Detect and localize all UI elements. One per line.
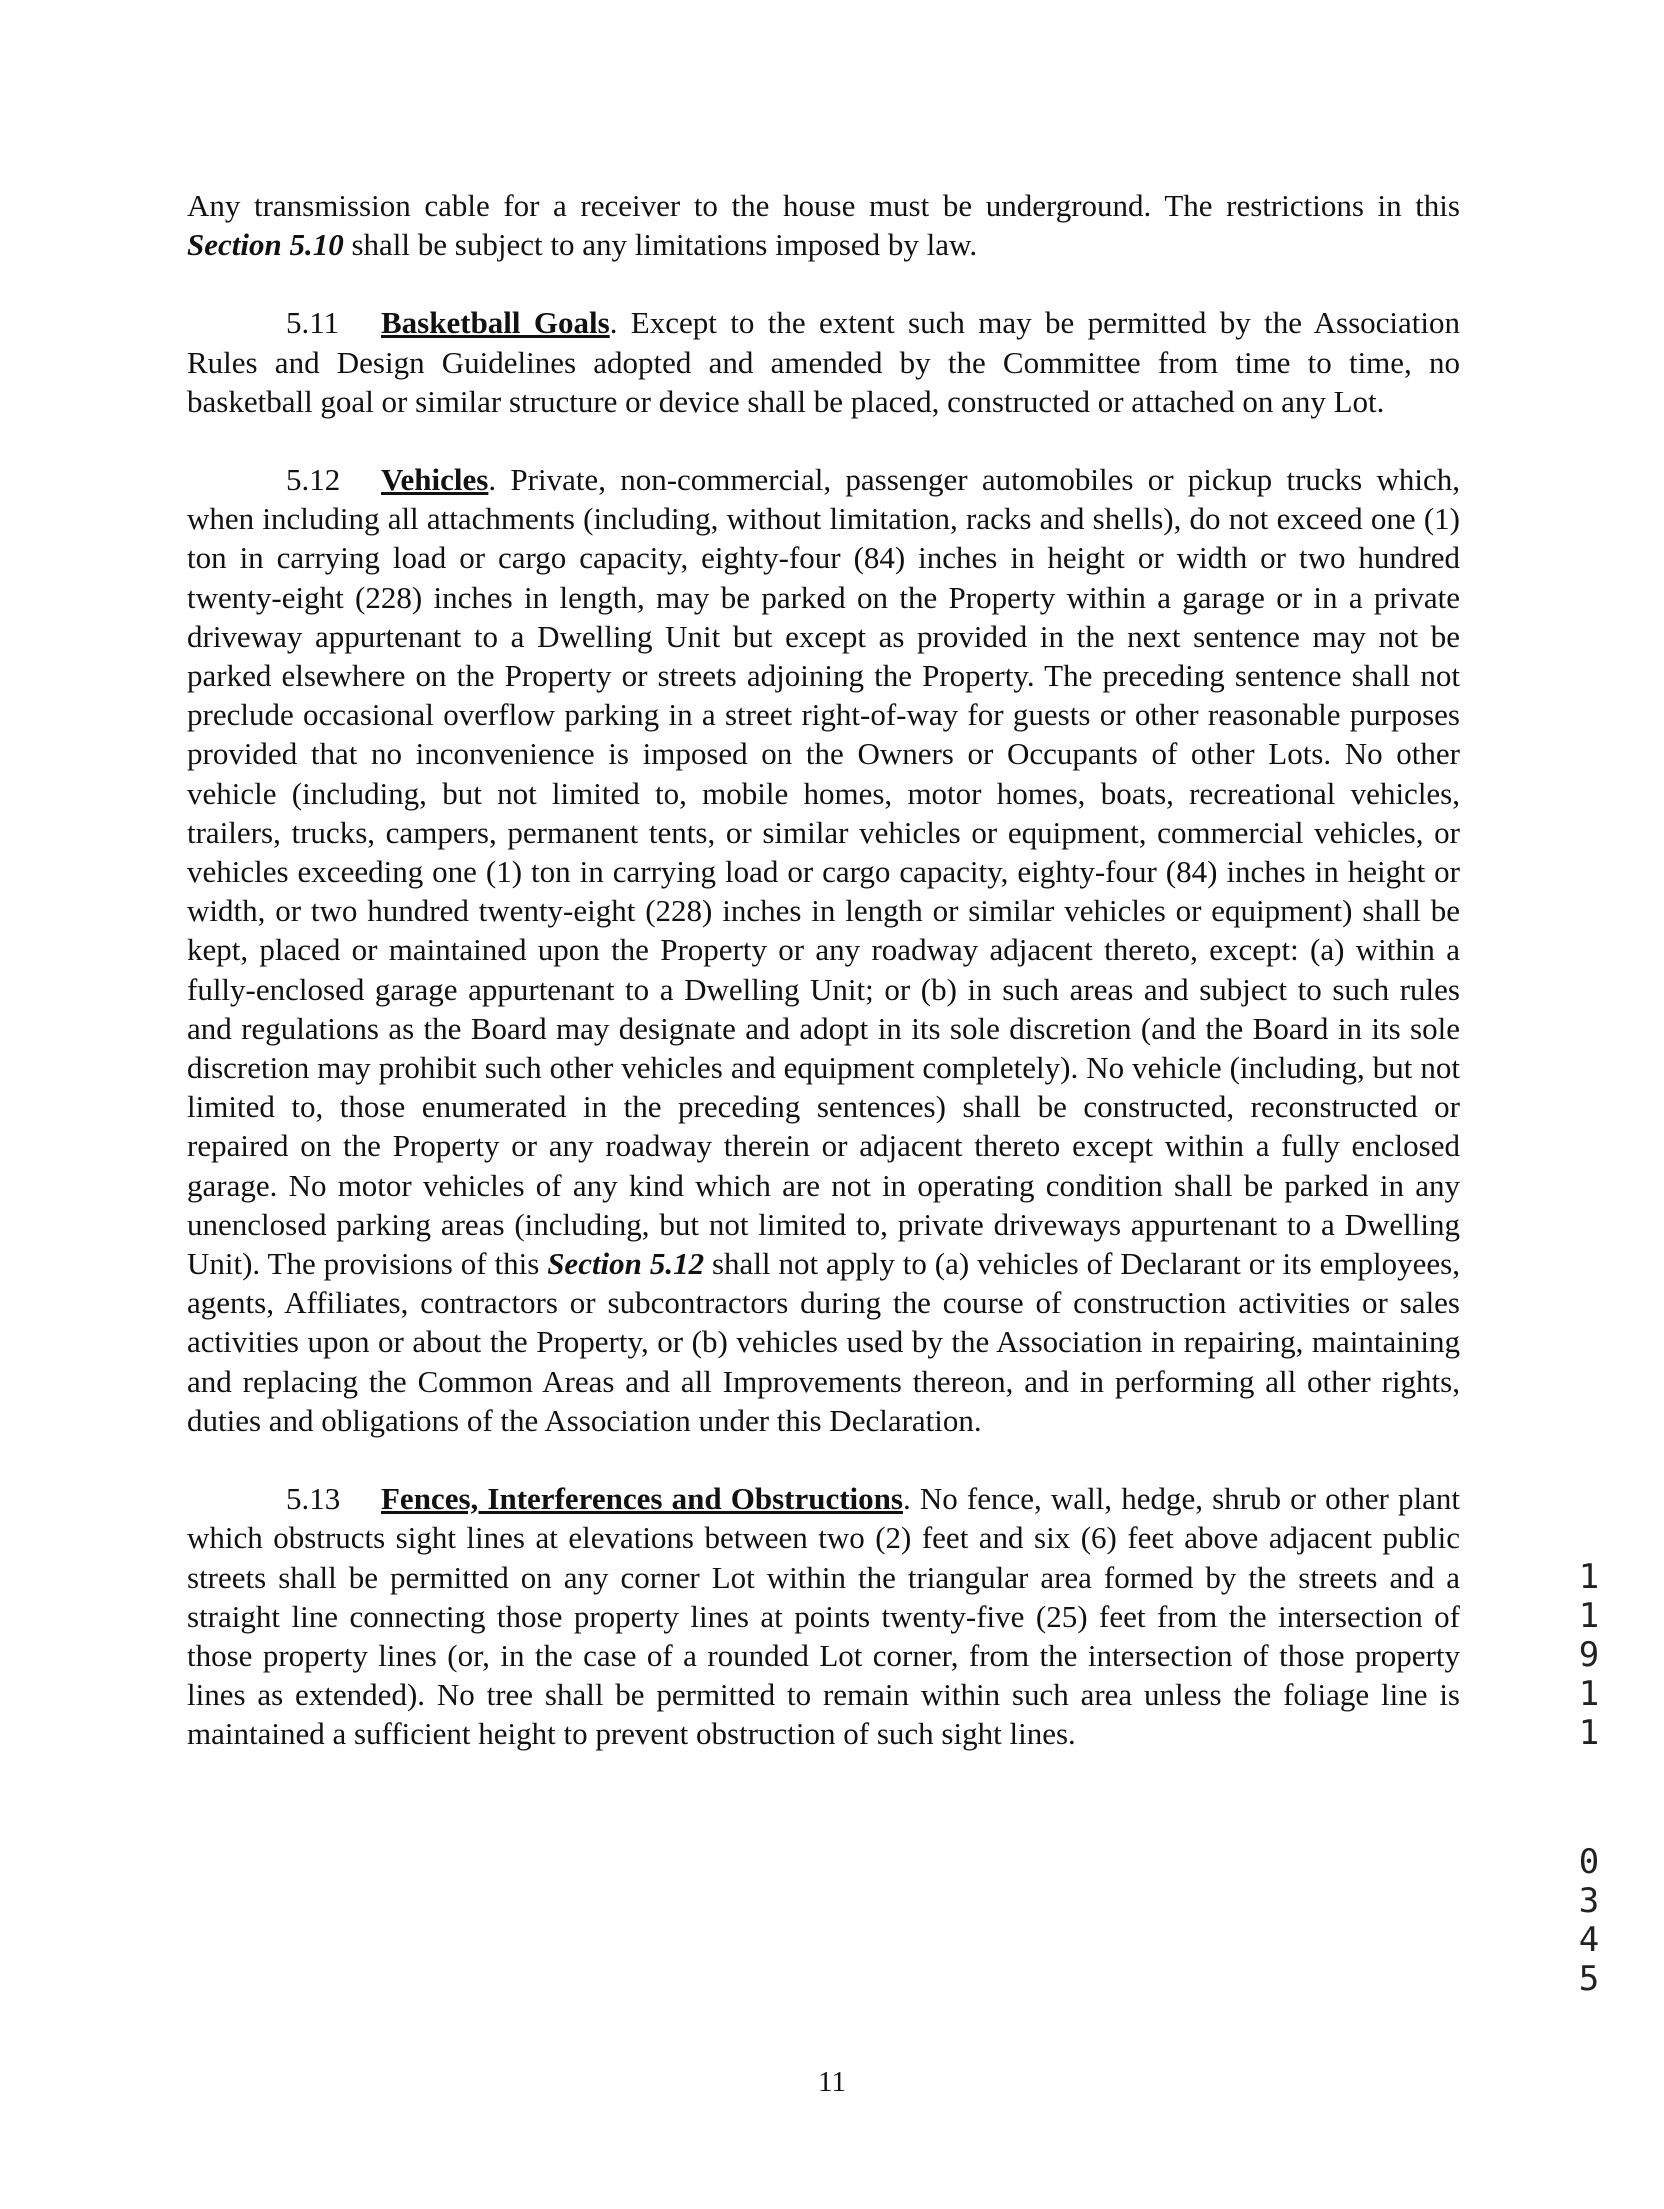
body-text [187,186,1460,1754]
stamp-digit: 0 [1578,1842,1600,1882]
section-5-11 [187,303,1460,421]
stamp-digit: 5 [1578,1959,1600,1999]
stamp-digit: 3 [1578,1881,1600,1921]
section-reference-5-12: Section 5.12 [547,1246,705,1282]
page-number: 11 [818,2066,846,2098]
section-5-13 [187,1479,1460,1753]
section-body: . No fence, wall, hedge, shrub or other plant which obstructs sight lines at elevations between two (2) feet and six (6) feet above adjacent public streets shall be permitted on any corner Lot within the triangular area formed by the streets and a straight line connecting those property lines at points twenty-five (25) feet from the intersection of those property lines (or, in the case of a rounded Lot corner, from the intersection of those property lines as extended). No tree shall be permitted to remain within such area unless the foliage line is maintained a sufficient height to prevent obstruction of such sight lines. [187,1481,1460,1752]
section-heading: Fences, Interferences and Obstructions [381,1481,903,1517]
section-body: . Private, non-commercial, passenger automobiles or pickup trucks which, when including all attachments (including, without limitation, racks and shells), do not exceed one (1) ton in carrying load or cargo capacity, eighty-four (84) inches in height or width or two hundred twenty-eight (228) inches in length, may be parked on the Property within a garage or in a private driveway appurtenant to a Dwelling Unit but except as provided in the next sentence may not be parked elsewhere on the Property or streets adjoining the Property. The preceding sentence shall not preclude occasional overflow parking in a street right-of-way for guests or other reasonable purposes provided that no inconvenience is imposed on the Owners or Occupants of other Lots. No other vehicle (including, but not limited to, mobile homes, motor homes, boats, recreational vehicles, trailers, trucks, campers, permanent tents, or similar vehicles or equipment, commercial vehicles, or vehicles exceeding one (1) ton in carrying load or cargo capacity, eighty-four (84) inches in height or width, or two hundred twenty-eight (228) inches in length or similar vehicles or equipment) shall be kept, placed or maintained upon the Property or any roadway adjacent thereto, except: (a) within a fully-enclosed garage appurtenant to a Dwelling Unit; or (b) in such areas and subject to such rules and regulations as the Board may designate and adopt in its sole discretion (and the Board in its sole discretion may prohibit such other vehicles and equipment completely). No vehicle (including, but not limited to, those enumerated in the preceding sentences) shall be constructed, reconstructed or repaired on the Property or any roadway therein or adjacent thereto except within a fully enclosed garage. No motor vehicles of any kind which are not in operating condition shall be parked in any unenclosed parking areas (including, but not limited to, private driveways appurtenant to a Dwelling Unit). The provisions of this [187,462,1460,1282]
section-number: 5.11 [286,305,340,341]
section-body: . Except to the extent such may be permitted by the Association Rules and Design Guidelines adopted and amended by the Committee from time to time, no basketball goal or similar structure or device shall be placed, constructed or attached on any Lot. [187,305,1460,419]
section-5-12 [187,460,1460,1440]
section-body-continued: shall not apply to (a) vehicles of Declarant or its employees, agents, Affiliates, contractors or subcontractors during the course of construction activities or sales activities upon or about the Property, or (b) vehicles used by the Association in repairing, maintaining and replacing the Common Areas and all Improvements thereon, and in performing all other rights, duties and obligations of the Association under this Declaration. [187,1246,1460,1438]
stamp-digit: 1 [1578,1557,1600,1597]
stamp-digit: 9 [1578,1635,1600,1675]
stamp-digit: 1 [1578,1674,1600,1714]
stamp-digit: 4 [1578,1920,1600,1960]
margin-stamp-number [1572,1558,1606,1999]
section-number: 5.12 [286,462,341,498]
paragraph-carryover [187,186,1460,264]
section-heading: Basketball Goals [381,305,610,341]
section-heading: Vehicles [381,462,489,498]
section-number: 5.13 [286,1481,341,1517]
carryover-text-1: Any transmission cable for a receiver to the house must be underground. The restrictions in this [187,188,1460,223]
carryover-text-2: shall be subject to any limitations imposed by law. [343,227,978,263]
stamp-digit: 1 [1578,1596,1600,1636]
stamp-digit: 1 [1578,1713,1600,1753]
section-reference-5-10: Section 5.10 [187,227,344,263]
